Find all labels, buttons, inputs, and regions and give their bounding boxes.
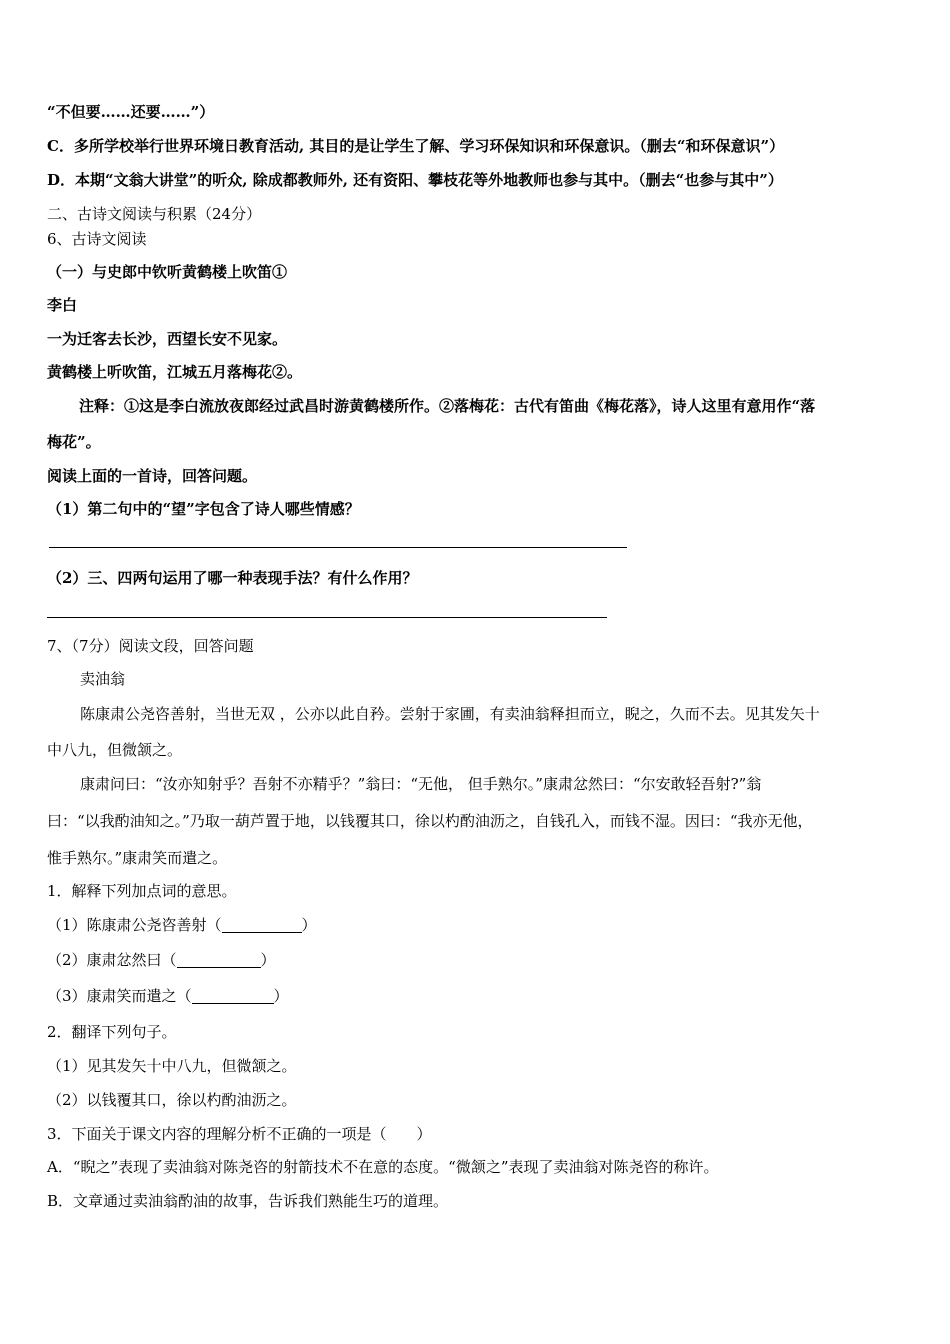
poem-note-cont: 梅花”。 [47, 433, 101, 451]
passage-p1: 陈康肃公尧咨善射，当世无双 ，公亦以此自矜。尝射于家圃，有卖油翁释担而立，睨之，久而不去。见其发矢十 [80, 705, 820, 723]
option-d: D．本期“文翁大讲堂”的听众, 除成都教师外, 还有资阳、攀枝花等外地教师也参与其中。（删去“也参与其中”） [47, 171, 783, 189]
passage-p2-cont: 曰：“以我酌油知之。”乃取一葫芦置于地，以钱覆其口，徐以杓酌油沥之，自钱孔入，而钱不湿。因曰：“我亦无他， [47, 812, 813, 830]
sub-question-3: 3．下面关于课文内容的理解分析不正确的一项是（ ） [47, 1125, 432, 1143]
question-7-title: 7、（7分）阅读文段，回答问题 [47, 637, 254, 655]
poem-line-1: 一为迁客去长沙，西望长安不见家。 [47, 330, 288, 348]
blank-3[interactable] [192, 989, 274, 1004]
passage-p1-cont: 中八九，但微颔之。 [47, 741, 183, 759]
passage-title: 卖油翁 [80, 670, 126, 688]
sub-question-1-2: （2）康肃忿然曰（ ） [47, 951, 276, 969]
poem-author: 李白 [47, 296, 78, 314]
sub-question-1-3: （3）康肃笑而遣之（ ） [47, 987, 289, 1005]
option-b-tail: “不但要……还要……”） [47, 103, 215, 121]
option-a: A．“睨之”表现了卖油翁对陈尧咨的射箭技术不在意的态度。“微颔之”表现了卖油翁对陈尧咨的称许。 [47, 1158, 719, 1176]
reading-instruction: 阅读上面的一首诗，回答问题。 [47, 467, 258, 485]
blank-1[interactable] [222, 918, 302, 933]
answer-line-1[interactable] [49, 547, 627, 548]
poem-title: （一）与史郎中钦听黄鹤楼上吹笛① [47, 263, 288, 281]
section-heading: 二、古诗文阅读与积累（24分） [47, 205, 262, 223]
answer-line-2[interactable] [47, 617, 607, 618]
option-c: C．多所学校举行世界环境日教育活动, 其目的是让学生了解、学习环保知识和环保意识。（删去“和环保意识”） [47, 137, 785, 155]
blank-2[interactable] [177, 953, 261, 968]
sub-question-2-1: （1）见其发矢十中八九，但微颔之。 [47, 1057, 297, 1075]
question-6-2: （2）三、四两句运用了哪一种表现手法？有什么作用？ [47, 569, 418, 587]
sub-question-2-2: （2）以钱覆其口，徐以杓酌油沥之。 [47, 1091, 297, 1109]
poem-line-2: 黄鹤楼上听吹笛，江城五月落梅花②。 [47, 363, 303, 381]
sub-question-1: 1．解释下列加点词的意思。 [47, 882, 237, 900]
passage-p2-end: 惟手熟尔。”康肃笑而遣之。 [47, 849, 228, 867]
option-b: B．文章通过卖油翁酌油的故事，告诉我们熟能生巧的道理。 [47, 1192, 449, 1210]
sub-question-1-1: （1）陈康肃公尧咨善射（ ） [47, 916, 317, 934]
question-6-1: （1）第二句中的“望”字包含了诗人哪些情感？ [47, 500, 360, 518]
question-6-title: 6、古诗文阅读 [47, 230, 147, 248]
poem-note: 注释：①这是李白流放夜郎经过武昌时游黄鹤楼所作。②落梅花：古代有笛曲《梅花落》，诗人这里有意用作“落 [79, 397, 816, 415]
sub-question-2: 2．翻译下列句子。 [47, 1023, 177, 1041]
passage-p2: 康肃问曰：“汝亦知射乎？吾射不亦精乎？”翁曰：“无他， 但手熟尔。”康肃忿然曰：“尔安敢轻吾射?”翁 [80, 775, 762, 793]
